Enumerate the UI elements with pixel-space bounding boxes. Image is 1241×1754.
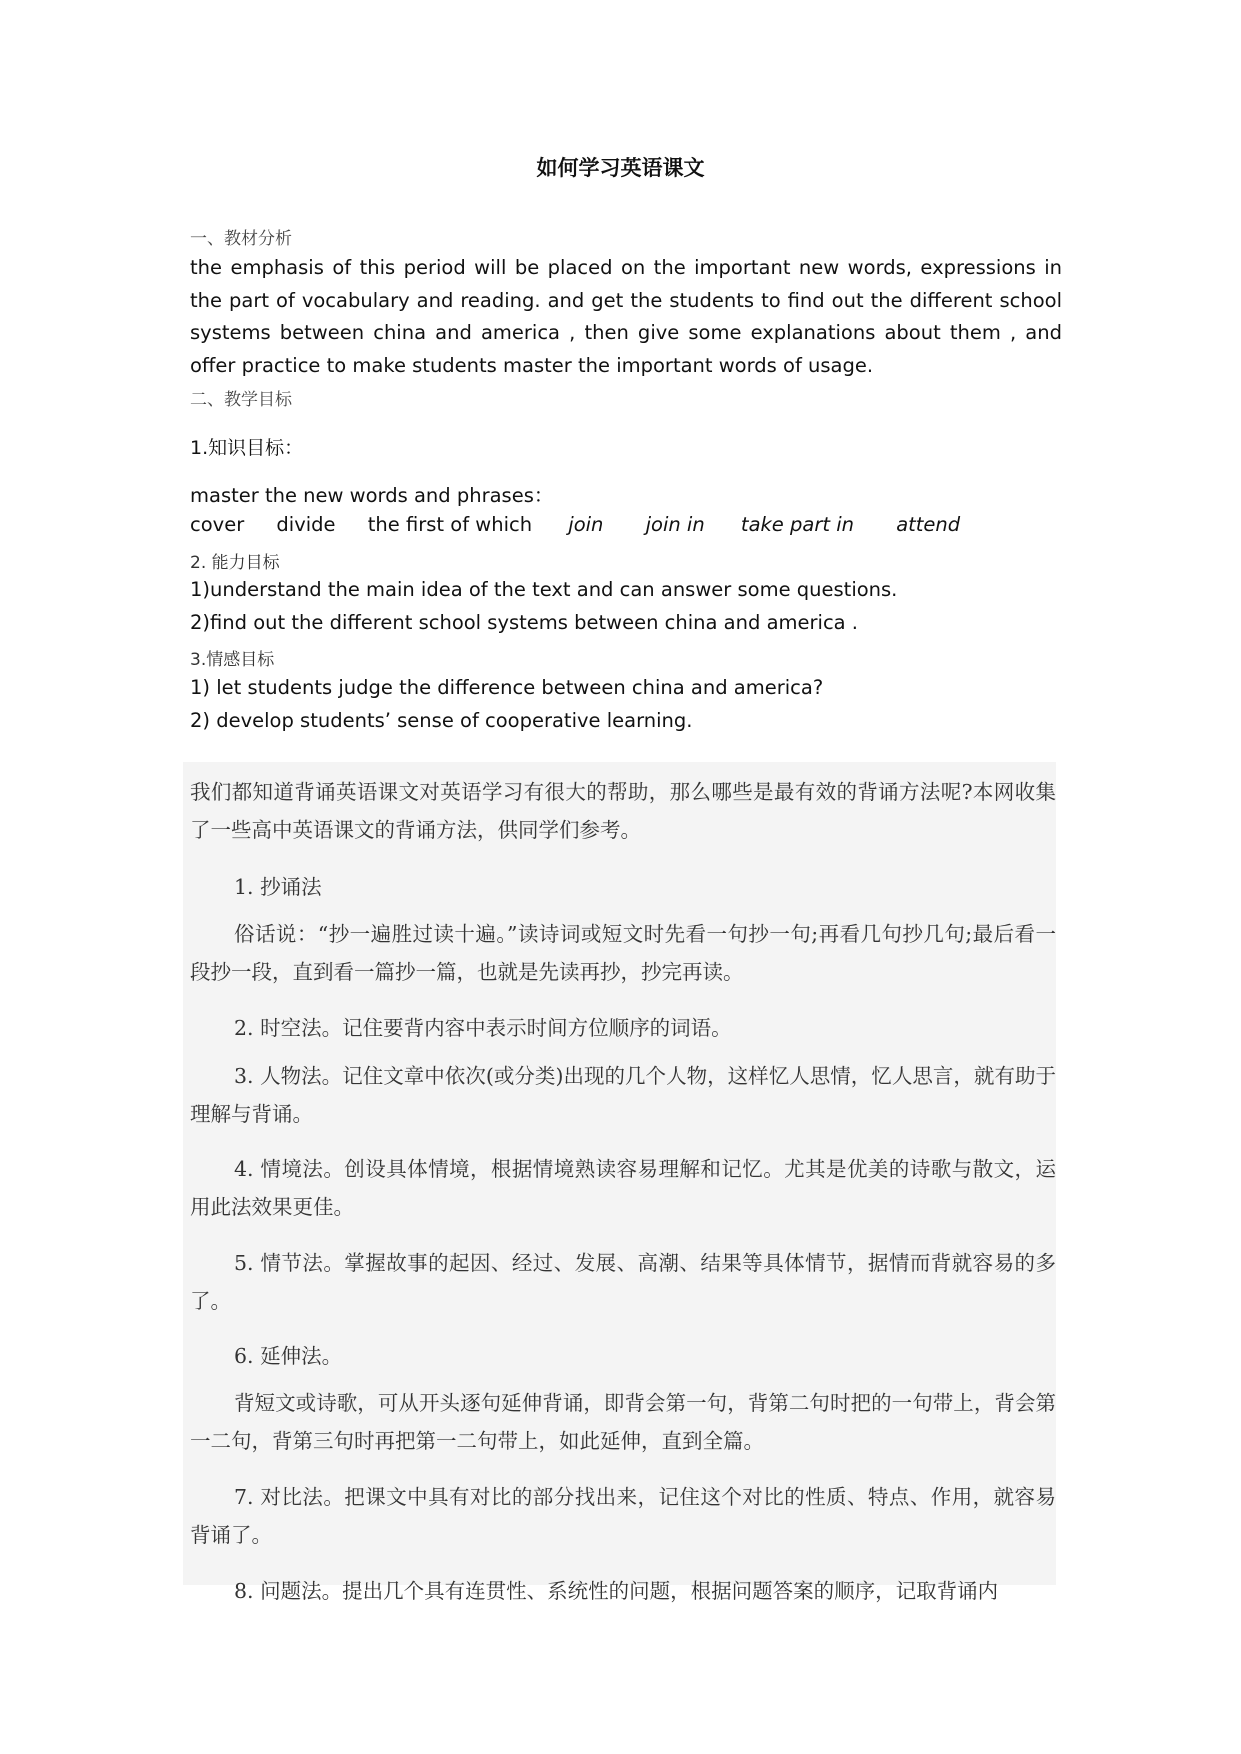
method-paragraph: 3. 人物法。记住文章中依次(或分类)出现的几个人物，这样忆人思情，忆人思言，就有助于理解与背诵。 [190,1064,1056,1126]
master-line: master the new words and phrases： [190,484,554,507]
phrase-list [190,513,996,536]
section-heading-analysis: 一、教材分析 [190,229,292,249]
phrase-item: attend [896,513,961,536]
phrase-item: join in [645,513,705,536]
method-paragraph: 7. 对比法。把课文中具有对比的部分找出来，记住这个对比的性质、特点、作用，就容易背诵了。 [190,1485,1056,1547]
phrase-item: the first of which [367,513,533,536]
emotion-heading: 3.情感目标 [190,650,275,670]
emotion-item: 2) develop students’ sense of cooperative learning. [190,709,693,732]
analysis-paragraph: the emphasis of this period will be placed on the important new words, expressions in the part of vocabulary and reading. and get the students to find out the different school systems between china and america , then give some explanations about them , and offer practice to make students master the important words of usage. [190,256,1062,377]
knowledge-heading: 1.知识目标： [190,437,304,459]
recitation-methods-block [183,762,1056,1603]
ability-item: 2)find out the different school systems between china and america . [190,611,859,634]
method-paragraph: 2. 时空法。记住要背内容中表示时间方位顺序的词语。 [234,1016,732,1040]
section-heading-objectives: 二、教学目标 [190,390,292,410]
method-heading: 6. 延伸法。 [234,1344,343,1368]
phrase-item: divide [276,513,336,536]
document-title: 如何学习英语课文 [536,156,705,180]
method-paragraph: 俗话说：“抄一遍胜过读十遍。”读诗词或短文时先看一句抄一句;再看几句抄几句;最后看一段抄一段，直到看一篇抄一篇，也就是先读再抄，抄完再读。 [190,922,1056,984]
ability-heading: 2. 能力目标 [190,553,280,573]
phrase-item: take part in [740,513,854,536]
method-paragraph: 5. 情节法。掌握故事的起因、经过、发展、高潮、结果等具体情节，据情而背就容易的多了。 [190,1251,1056,1313]
phrase-item: join [568,513,604,536]
methods-intro: 我们都知道背诵英语课文对英语学习有很大的帮助，那么哪些是最有效的背诵方法呢?本网收集了一些高中英语课文的背诵方法，供同学们参考。 [190,780,1056,842]
emotion-item: 1) let students judge the difference between china and america? [190,676,824,699]
method-heading: 1. 抄诵法 [234,875,322,899]
ability-item: 1)understand the main idea of the text and can answer some questions. [190,578,898,601]
method-paragraph: 背短文或诗歌，可从开头逐句延伸背诵，即背会第一句，背第二句时把的一句带上，背会第一二句，背第三句时再把第一二句带上，如此延伸，直到全篇。 [190,1391,1056,1453]
method-paragraph: 4. 情境法。创设具体情境，根据情境熟读容易理解和记忆。尤其是优美的诗歌与散文，运用此法效果更佳。 [190,1157,1056,1219]
phrase-item: cover [190,513,245,536]
method-paragraph: 8. 问题法。提出几个具有连贯性、系统性的问题，根据问题答案的顺序，记取背诵内 [234,1579,999,1603]
